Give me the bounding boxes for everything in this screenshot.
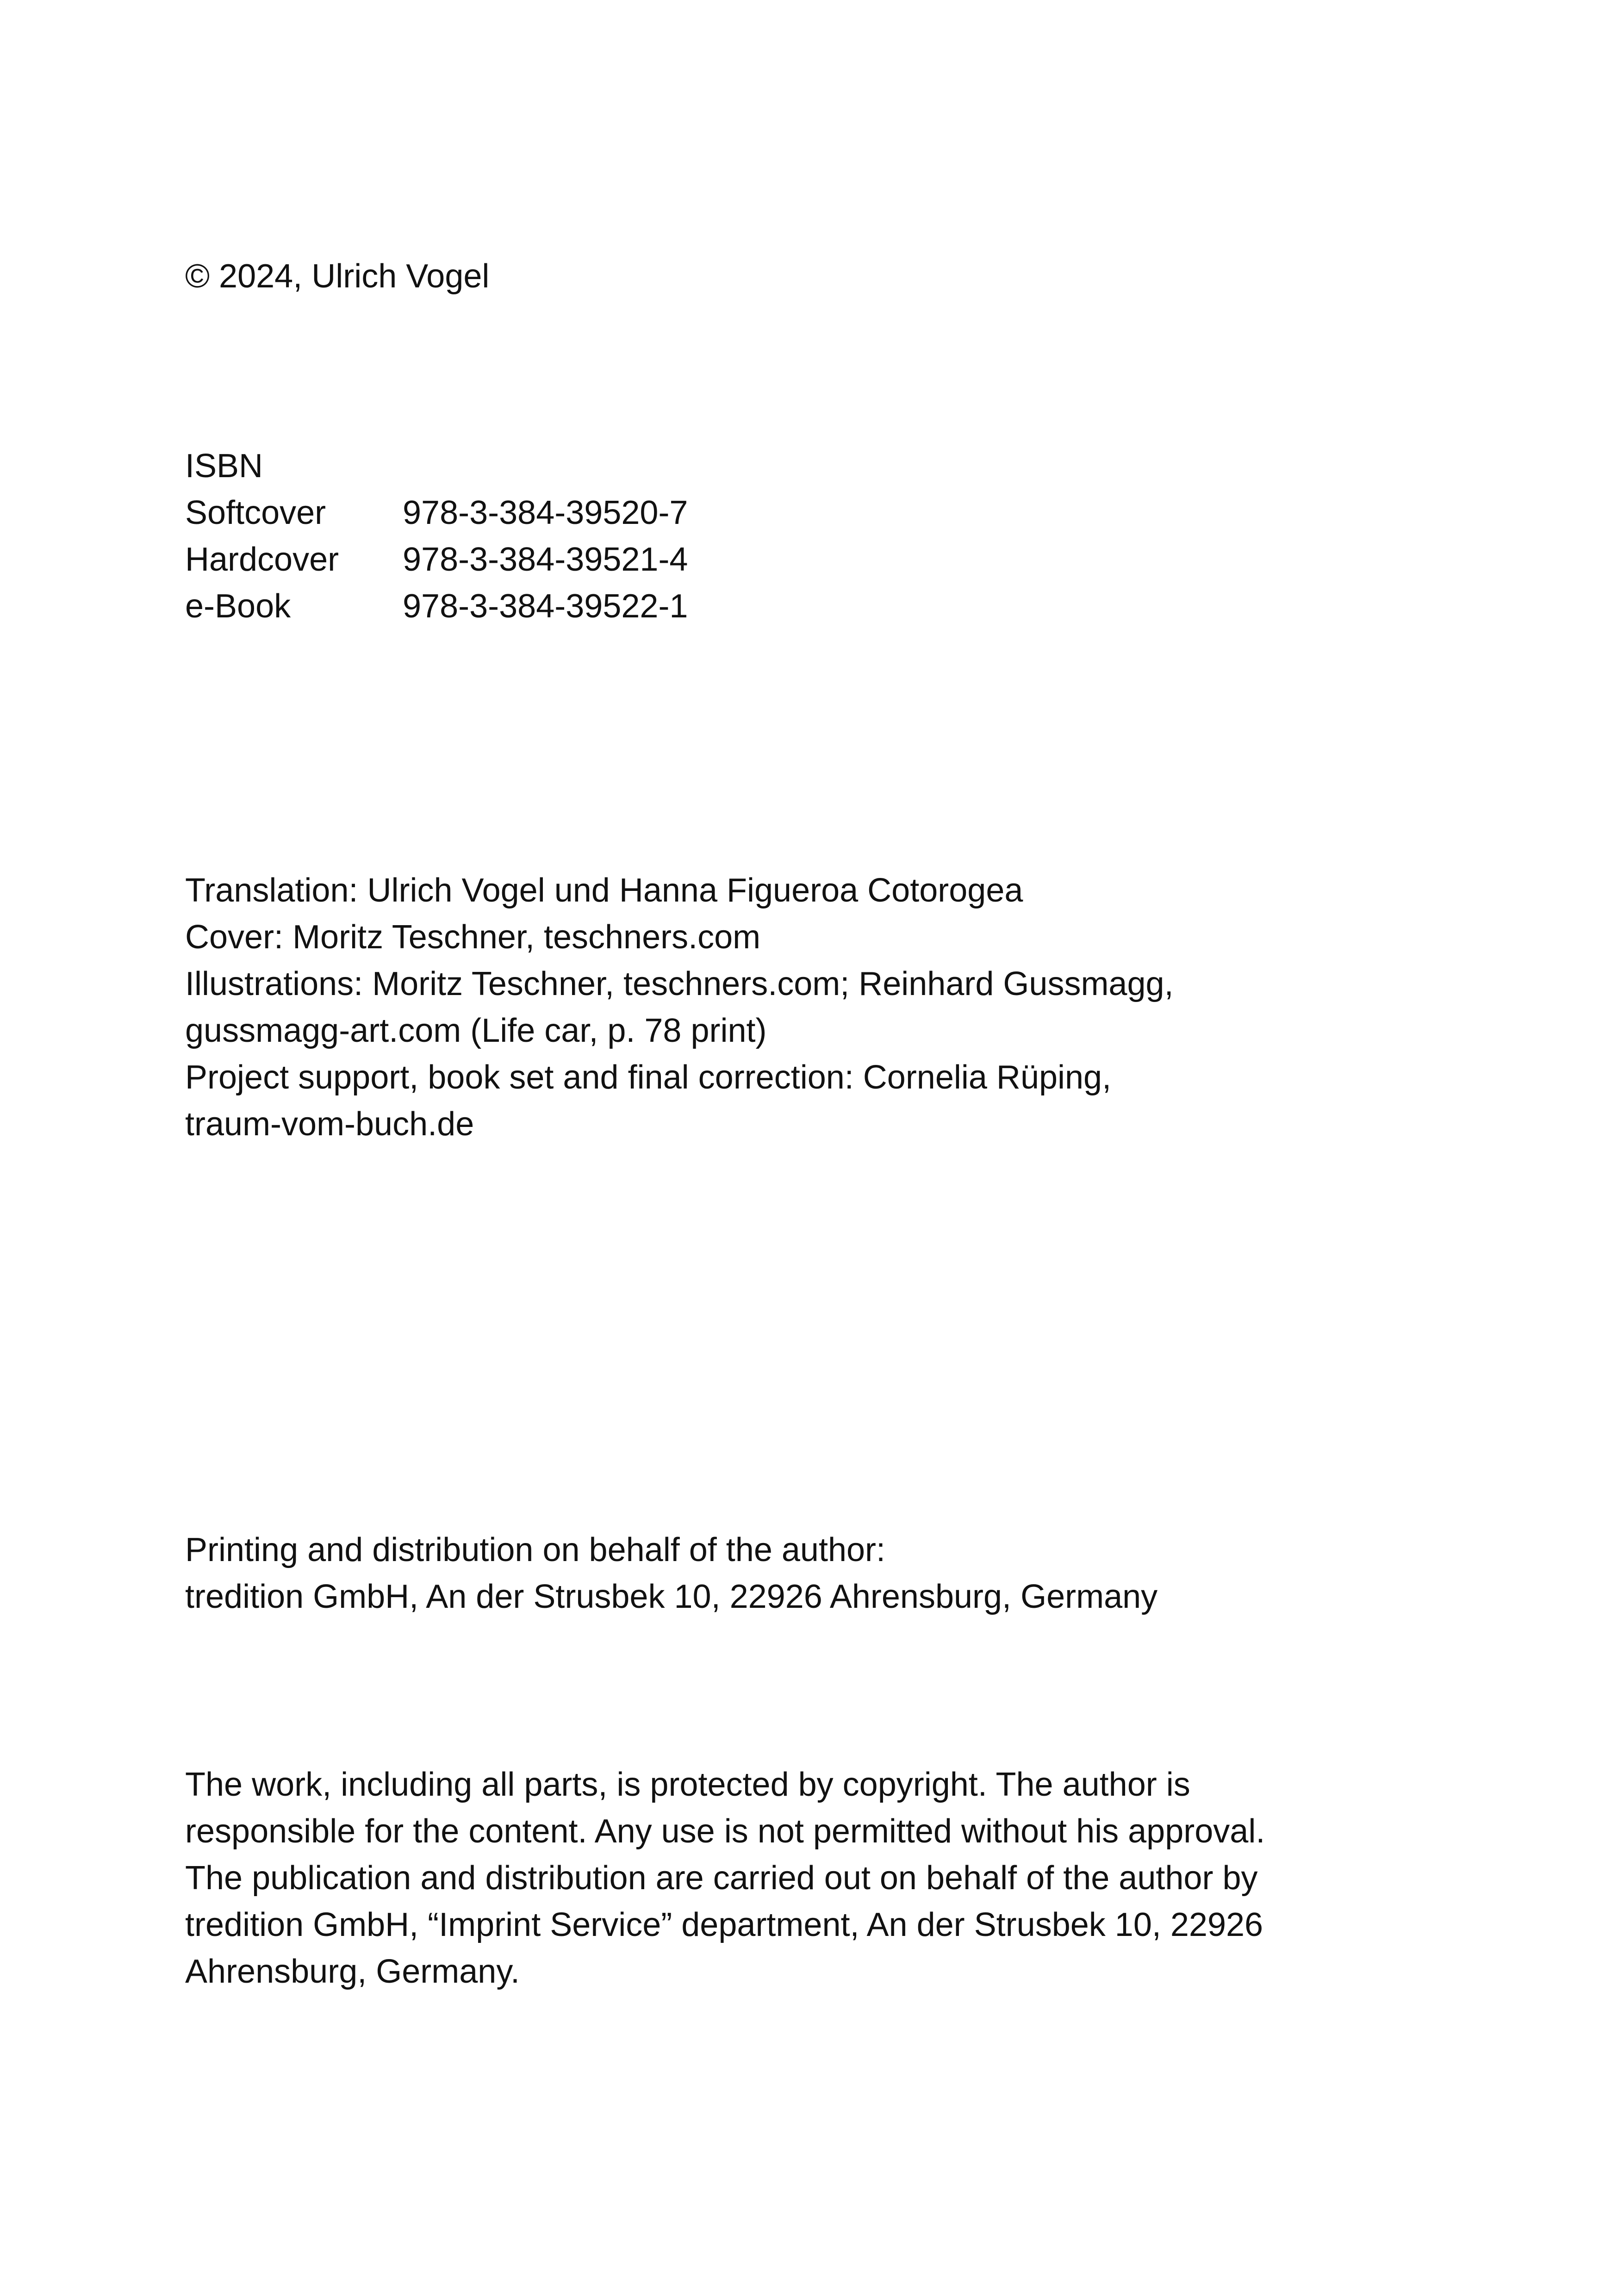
isbn-type-label: Softcover	[185, 494, 326, 531]
isbn-number: 978-3-384-39522-1	[403, 588, 688, 625]
credits-block	[185, 867, 1435, 1148]
copyright-notice-block	[185, 253, 1435, 300]
isbn-type-label: Hardcover	[185, 541, 339, 578]
legal-notice-block	[185, 1761, 1435, 1995]
legal-notice-line: tredition GmbH, “Imprint Service” department, An der Strusbek 10, 22926	[185, 1906, 1263, 1943]
credits-project-support-line: Project support, book set and final correction: Cornelia Rüping,	[185, 1059, 1112, 1096]
credits-project-support-line-continued: traum-vom-buch.de	[185, 1106, 474, 1143]
legal-notice-line: responsible for the content. Any use is not permitted without his approval.	[185, 1813, 1265, 1850]
isbn-row-hardcover	[185, 536, 1435, 583]
isbn-row-ebook	[185, 583, 1435, 630]
isbn-type-label: e-Book	[185, 588, 291, 625]
isbn-block	[185, 443, 1435, 630]
credits-translation-line: Translation: Ulrich Vogel und Hanna Figueroa Cotorogea	[185, 872, 1023, 909]
printing-address-line: tredition GmbH, An der Strusbek 10, 22926 Ahrensburg, Germany	[185, 1578, 1158, 1615]
printing-distribution-block	[185, 1527, 1435, 1620]
credits-illustrations-line: Illustrations: Moritz Teschner, teschners.com; Reinhard Gussmagg,	[185, 965, 1174, 1002]
legal-notice-line: Ahrensburg, Germany.	[185, 1953, 520, 1990]
printing-heading-line: Printing and distribution on behalf of the author:	[185, 1531, 886, 1568]
legal-notice-line: The publication and distribution are carried out on behalf of the author by	[185, 1860, 1258, 1897]
copyright-notice: © 2024, Ulrich Vogel	[185, 258, 490, 295]
credits-cover-line: Cover: Moritz Teschner, teschners.com	[185, 919, 761, 956]
isbn-heading: ISBN	[185, 448, 263, 485]
isbn-number: 978-3-384-39520-7	[403, 494, 688, 531]
credits-illustrations-line-continued: gussmagg-art.com (Life car, p. 78 print)	[185, 1012, 767, 1049]
isbn-row-softcover	[185, 490, 1435, 536]
isbn-number: 978-3-384-39521-4	[403, 541, 688, 578]
legal-notice-line: The work, including all parts, is protected by copyright. The author is	[185, 1766, 1190, 1803]
